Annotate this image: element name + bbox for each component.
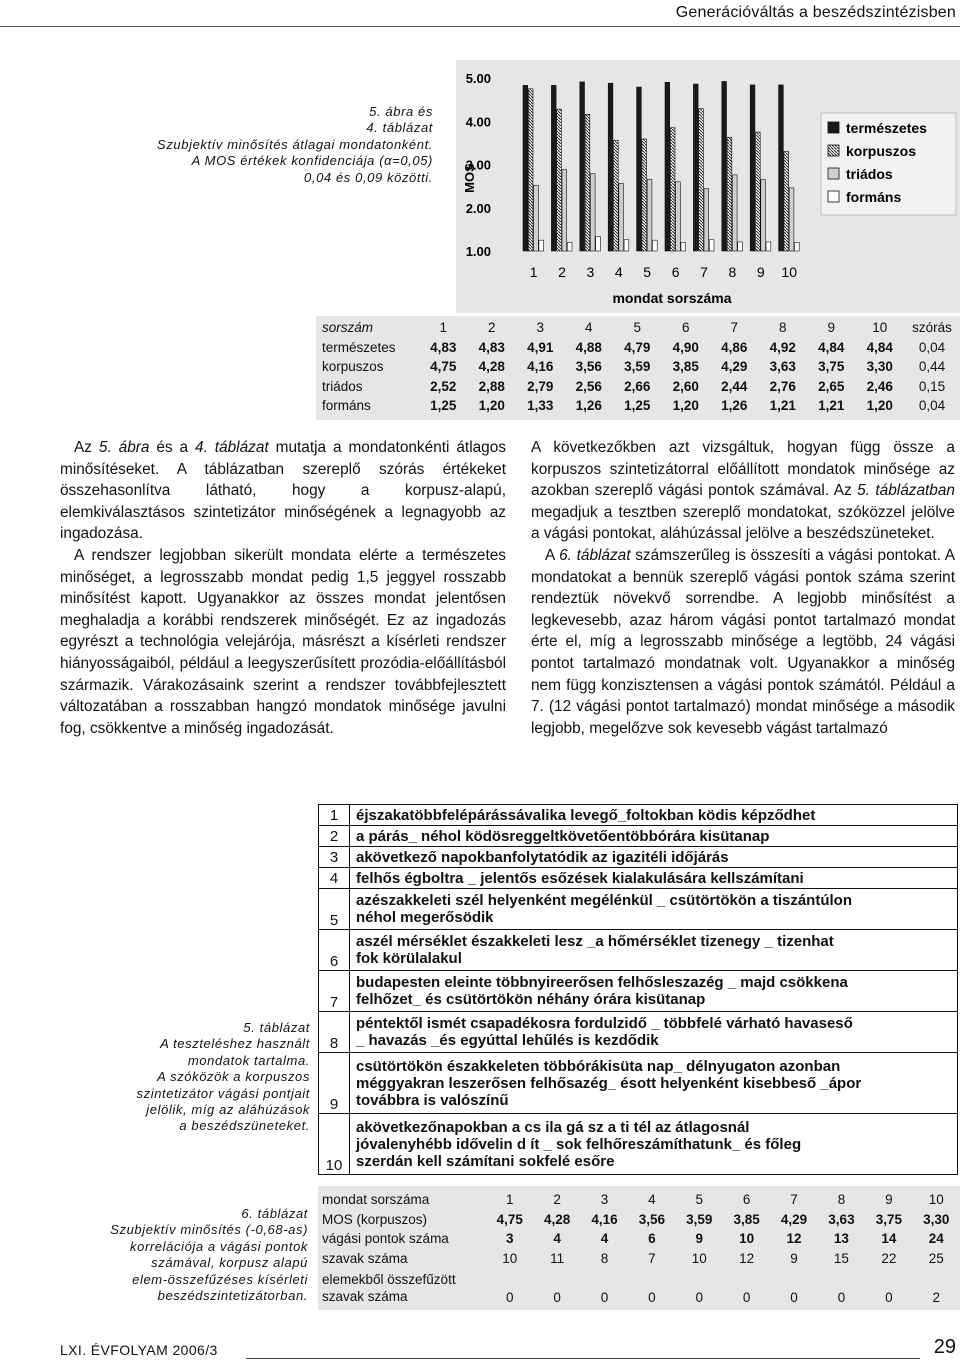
sentence-text	[350, 868, 958, 889]
x-tick-label: 2	[558, 264, 566, 280]
x-tick-label: 10	[781, 264, 797, 280]
table4-cell: 4,84	[818, 339, 845, 355]
bar-formáns-5	[653, 240, 658, 251]
sentence-text	[350, 889, 958, 930]
table4-cell: 3,59	[624, 359, 651, 375]
bar-korpuszos-2	[557, 109, 562, 251]
table6-cell: 4,29	[780, 1211, 808, 1227]
table6-label-line: elemekből összefűzött	[322, 1272, 456, 1287]
legend-label: korpuszos	[846, 143, 917, 159]
bar-korpuszos-7	[699, 109, 704, 251]
right-column	[531, 437, 955, 739]
caption-line: a beszédszüneteket.	[179, 1118, 310, 1134]
caption-line: korrelációja a vágási pontok	[130, 1238, 308, 1254]
table6-cell: 3,63	[828, 1211, 855, 1227]
sentence-text	[350, 1053, 958, 1114]
table4-cell: 1,20	[672, 398, 699, 414]
sentence-line: aszél mérséklet északkeleti lesz _a hőmérséklet tizenegy _ tizenhat	[356, 933, 834, 950]
table-ref: 5. táblázatban	[857, 482, 955, 500]
table6-cell: 6	[648, 1231, 656, 1247]
right-paragraph-1	[531, 437, 955, 545]
bar-triádos-3	[590, 174, 595, 251]
legend-swatch	[828, 145, 839, 156]
bar-természetes-10	[779, 85, 784, 251]
table4-col-header: 10	[872, 320, 888, 336]
table6-cell: 14	[881, 1231, 897, 1247]
table6-cell: 0	[505, 1290, 514, 1305]
caption-line: elem-összefűzéses kísérleti	[132, 1271, 308, 1287]
table5-row	[319, 889, 958, 930]
legend-label: formáns	[846, 189, 902, 205]
bar-formáns-9	[766, 242, 771, 251]
caption-line: A szóközök a korpuszos	[157, 1069, 310, 1085]
caption-line: beszédszintetizátorban.	[157, 1288, 308, 1304]
page-number: 29	[933, 1336, 956, 1358]
table6-cell: 0	[648, 1290, 656, 1305]
caption-line: A teszteléshez használt	[160, 1036, 310, 1052]
table6-cell: 24	[928, 1231, 944, 1247]
bar-korpuszos-3	[585, 114, 590, 251]
left-paragraph-2: A rendszer legjobban sikerült mondata elérte a természetes minőséget, a legrosszabb mondat pedig 1,5 jeggyel rosszabb minősítést kapott. Ugyanakkor az összes mondat jelentősen meghaladja a korábbi rendszerek minőségét. Ez az ingadozás egyrészt a technológia velejárója, másrészt a kísérleti rendszer hiányosságaiból, például a leegyszerűsített prozódia-előállításból származik. Várakozásaink szerint a rendszer továbbfejlesztett változatában a rosszabban hangzó mondatok minősége javulni fog, csökkentve a minőség ingadozását.	[60, 546, 506, 737]
y-tick-label: 3.00	[465, 157, 491, 173]
table4	[316, 318, 960, 416]
table6-row	[318, 1249, 960, 1269]
legend-swatch	[828, 122, 839, 133]
sentence-line: budapesten eleinte többnyireerősen felhősleszazég _ majd csökkena	[356, 974, 848, 991]
table6-label-line: szavak száma	[322, 1289, 408, 1304]
table4-cell: 4,91	[527, 339, 554, 355]
table4-col-header: 5	[633, 320, 641, 336]
table4-cell: 1,21	[818, 398, 845, 414]
table6-panel	[318, 1186, 960, 1310]
sentence-line: fok körülalakul	[356, 950, 462, 967]
x-tick-label: 8	[728, 264, 737, 280]
sentence-line: néhol megerősödik	[356, 909, 494, 926]
sentence-line: a párás_ néhol ködösreggeltkövetőentöbbórára kisütanap	[356, 827, 770, 845]
bar-természetes-1	[523, 85, 528, 251]
bar-triádos-6	[676, 182, 681, 251]
table4-cell: 4,83	[478, 339, 505, 355]
chart-legend	[821, 113, 956, 215]
table6-cell: 9	[790, 1250, 798, 1266]
table4-cell: 4,28	[478, 359, 505, 375]
text-run: mutatja a mondatonkénti átlagos minősítéseket. A táblázatban szereplő szórás értékeket összehasonlítva látható, hogy a korpusz-alapú, elemkiválasztásos szintetizátor minőségének a legnagyobb az ingadozása.	[60, 439, 506, 543]
table6-cell: 10	[691, 1250, 707, 1266]
sentence-line: azészakkeleti szél helyenként megélénkül _ csütörtökön a tiszántúlon	[356, 892, 852, 909]
sentence-number: 3	[319, 847, 350, 868]
table4-cell: 2,76	[769, 378, 796, 394]
header-rule	[0, 26, 960, 27]
bar-formáns-1	[539, 240, 544, 251]
sentence-line: akövetkező napokbanfolytatódik az igazitéli időjárás	[356, 848, 729, 866]
table4-cell: 1,33	[527, 398, 554, 414]
table6-cell: 13	[833, 1231, 849, 1247]
table6-cell: 7	[648, 1250, 656, 1266]
table6-cell: 15	[833, 1250, 849, 1266]
bar-korpuszos-5	[642, 139, 647, 251]
caption-line: számával, korpusz alapú	[151, 1255, 308, 1271]
table5-row	[319, 930, 958, 971]
table6-cell: 4	[553, 1231, 561, 1247]
sentence-text	[350, 971, 958, 1012]
x-axis-label: mondat sorszáma	[612, 290, 732, 306]
bar-természetes-3	[580, 82, 585, 251]
x-tick-label: 5	[643, 264, 652, 280]
table4-cell: 1,21	[769, 398, 796, 414]
bar-természetes-8	[722, 81, 727, 251]
table6-cell: 7	[790, 1192, 798, 1208]
table6-row-label: MOS (korpuszos)	[322, 1211, 428, 1227]
table6-cell: 4,16	[591, 1211, 618, 1227]
table6-cell: 3,75	[875, 1211, 902, 1227]
table6-cell: 0	[837, 1290, 846, 1305]
table6-row-label: vágási pontok száma	[322, 1231, 449, 1247]
text-run: számszerűleg is összesíti a vágási pontokat. A mondatokat a bennük szereplő vágási pontok száma szerint rendeztük növekvő sorrendbe. A legjobb minősítést a legkevesebb, azaz három vágási pontot tartalmazó mondat érte el, míg a legrosszabb minősége a legtöbb, 24 vágási pontot tartalmazó mondatnak volt. Ugyanakkor a minőség nem függ konzisztensen a vágási pontok számától. Például a 7. (12 vágási pontot tartalmazó) mondat minősége a második legjobb, megelőzve sok kevesebb vágást tartalmazó	[531, 546, 955, 737]
table5-row	[319, 1012, 958, 1053]
table4-cell: 3,85	[672, 359, 699, 375]
table4-cell: 4,84	[866, 339, 893, 355]
table5-row	[319, 1114, 958, 1175]
table4-cell: 3,63	[769, 359, 796, 375]
bar-formáns-6	[681, 242, 686, 251]
sentence-line: szerdán kell számítani sokfelé esőre	[356, 1152, 615, 1170]
table4-cell: 4,16	[527, 359, 554, 375]
table4-cell: 1,26	[575, 398, 602, 414]
table4-cell: 2,60	[672, 378, 699, 394]
table5-row	[319, 868, 958, 889]
x-axis-ticks	[530, 264, 797, 280]
table4-cell: 4,75	[430, 359, 457, 375]
figure-ref: 5. ábra	[98, 439, 150, 456]
table5-caption	[137, 1020, 310, 1135]
table5	[318, 804, 958, 1175]
table4-header-row	[316, 318, 960, 338]
table4-cell: 2,65	[818, 378, 845, 394]
x-tick-label: 9	[756, 264, 765, 280]
legend-label: természetes	[846, 120, 927, 136]
table6-row-label: mondat sorszáma	[322, 1192, 430, 1208]
table4-cell: 2,79	[527, 378, 554, 394]
table4-sd-cell: 0,15	[918, 378, 946, 394]
table6-caption	[110, 1206, 308, 1304]
y-tick-label: 2.00	[465, 200, 491, 216]
caption-line: 5. ábra és	[369, 104, 433, 119]
journal-volume: LXI. ÉVFOLYAM 2006/3	[60, 1342, 218, 1358]
x-tick-label: 3	[586, 264, 595, 280]
table5-row	[319, 971, 958, 1012]
table5-row	[319, 1053, 958, 1114]
sentence-text	[350, 847, 958, 868]
sentence-line: felhőzet_ és csütörtökön néhány órára kisütanap	[356, 991, 706, 1008]
left-paragraph-1	[60, 437, 506, 545]
table6-cell: 4	[648, 1192, 656, 1208]
text-run: A	[545, 546, 560, 564]
table6-cell: 2	[553, 1192, 561, 1208]
bar-triádos-8	[732, 175, 737, 251]
table4-cell: 2,56	[575, 378, 602, 394]
caption-line: mondatok tartalma.	[187, 1052, 310, 1068]
bar-természetes-7	[693, 84, 698, 251]
table6-cell: 0	[600, 1290, 609, 1305]
bar-formáns-4	[624, 240, 629, 251]
table4-cell: 1,20	[866, 398, 893, 414]
y-axis-ticks	[466, 71, 491, 259]
table4-row-label: triádos	[322, 378, 363, 394]
table4-cell: 4,90	[672, 339, 699, 355]
table6-cell: 9	[885, 1192, 893, 1208]
sentence-number: 10	[319, 1114, 350, 1175]
table6-cell: 2	[932, 1290, 941, 1305]
table4-col-header: 4	[584, 320, 593, 336]
sentence-line: felhős égboltra _ jelentős esőzések kialakulására kellszámítani	[356, 869, 804, 887]
bar-triádos-5	[647, 179, 652, 251]
table6-cell: 3	[505, 1231, 514, 1247]
table4-cell: 1,25	[430, 398, 457, 414]
table4-col-header: 6	[681, 320, 690, 336]
sentence-number: 9	[319, 1053, 350, 1114]
bar-természetes-4	[608, 83, 613, 251]
caption-line: Szubjektív minősítés átlagai mondatonként.	[157, 136, 433, 152]
table4-cell: 2,88	[478, 378, 505, 394]
bar-triádos-7	[704, 189, 709, 251]
bar-korpuszos-8	[727, 137, 732, 251]
bar-triádos-2	[562, 170, 567, 251]
bar-korpuszos-4	[614, 140, 619, 251]
bar-korpuszos-9	[756, 132, 761, 251]
sentence-text	[350, 826, 958, 847]
table6-row-label: szavak száma	[322, 1250, 408, 1266]
table6-cell: 10	[739, 1231, 755, 1247]
table5-row	[319, 805, 958, 826]
table4-cell: 4,86	[721, 339, 748, 355]
table4-col-header: 3	[536, 320, 544, 336]
table4-cell: 1,25	[624, 398, 651, 414]
table-ref: 6. táblázat	[559, 546, 631, 564]
table6-cell: 6	[742, 1192, 751, 1208]
table4-sd-cell: 0,04	[918, 339, 946, 355]
table4-row-label: formáns	[322, 398, 371, 414]
running-header: Generációváltás a beszédszintézisben	[675, 4, 956, 21]
table-ref: 4. táblázat	[195, 439, 269, 456]
table6-cell: 0	[790, 1290, 798, 1305]
chart-bars	[523, 81, 799, 251]
sentence-number: 4	[319, 868, 350, 889]
bar-korpuszos-6	[670, 128, 675, 251]
table4-cell: 4,83	[430, 339, 457, 355]
sentence-number: 1	[319, 805, 350, 826]
table4-cell: 3,75	[818, 359, 845, 375]
caption-line: A MOS értékek konfidenciája (α=0,05)	[191, 153, 433, 169]
table4-cell: 4,29	[721, 359, 748, 375]
bar-természetes-2	[551, 85, 556, 251]
table6-cell: 4,28	[543, 1211, 571, 1227]
sentence-line: csütörtökön északkeleten többórákisüta nap_ délnyugaton azonban	[356, 1057, 841, 1075]
table4-cell: 1,26	[721, 398, 748, 414]
table4-cell: 3,56	[575, 359, 602, 375]
x-tick-label: 1	[529, 264, 538, 280]
legend-swatch	[828, 168, 839, 179]
table6-cell: 10	[502, 1250, 518, 1266]
x-tick-label: 6	[671, 264, 680, 280]
sentence-line: továbbra is valószínű	[356, 1091, 509, 1109]
table6-cell: 3,30	[923, 1211, 950, 1227]
table6-cell: 10	[928, 1192, 944, 1208]
table6-cell: 12	[786, 1231, 802, 1247]
table4-panel	[316, 316, 960, 420]
table4-col-header: 7	[730, 320, 738, 336]
table4-cell: 2,52	[430, 378, 457, 394]
bar-természetes-5	[637, 87, 642, 251]
table6-cell: 5	[695, 1192, 704, 1208]
table6-cell: 1	[505, 1192, 514, 1208]
table4-col-header: 1	[439, 320, 447, 336]
table4-header-label: sorszám	[322, 320, 374, 336]
table6-row	[318, 1210, 960, 1230]
table4-cell: 4,79	[624, 339, 651, 355]
table6-cell: 9	[695, 1231, 704, 1247]
bar-formáns-2	[567, 242, 572, 251]
y-tick-label: 4.00	[465, 114, 491, 130]
y-axis-label: MOS	[462, 163, 477, 193]
bar-természetes-9	[750, 85, 755, 251]
table4-col-header: 2	[487, 320, 496, 336]
table6-cell: 4,75	[496, 1211, 523, 1227]
table4-row	[316, 338, 960, 358]
sentence-number: 6	[319, 930, 350, 971]
text-run: A következőkben azt vizsgáltuk, hogyan függ össze a korpuszos szintetizátorral előállított mondatok minősége az azokban szereplő vágási pontok számával. Az	[531, 439, 955, 500]
table4-cell: 3,30	[866, 359, 893, 375]
y-tick-label: 5.00	[465, 71, 491, 86]
bar-triádos-9	[761, 180, 766, 251]
table6	[318, 1190, 960, 1305]
sentence-line: _ havazás _és egyúttal lehűlés is kezdődik	[356, 1032, 659, 1049]
sentence-number: 5	[319, 889, 350, 930]
bar-korpuszos-1	[528, 89, 533, 251]
table6-cell: 8	[600, 1250, 609, 1266]
x-tick-label: 7	[700, 264, 708, 280]
table6-row	[318, 1229, 960, 1249]
table4-row	[316, 396, 960, 416]
bar-formáns-10	[795, 242, 800, 251]
table6-cell: 3	[600, 1192, 609, 1208]
table6-cell: 12	[739, 1250, 755, 1266]
table4-row	[316, 377, 960, 397]
table6-cell: 3,59	[686, 1211, 713, 1227]
sentence-text	[350, 930, 958, 971]
sentence-text	[350, 805, 958, 826]
table6-cell: 0	[553, 1290, 561, 1305]
left-column	[60, 437, 506, 739]
sentence-text	[350, 1114, 958, 1175]
text-run: és a	[149, 439, 196, 456]
table6-cell: 0	[742, 1290, 751, 1305]
table4-cell: 2,46	[866, 378, 893, 394]
table4-cell: 4,88	[575, 339, 602, 355]
caption-line: 0,04 és 0,09 közötti.	[304, 169, 433, 185]
table5-row	[319, 847, 958, 868]
table6-row-label	[318, 1268, 486, 1305]
sentence-text	[350, 1012, 958, 1053]
text-run: Az	[74, 439, 99, 456]
table6-cell: 4	[600, 1231, 609, 1247]
bar-formáns-3	[596, 237, 601, 251]
table4-cell: 4,92	[769, 339, 796, 355]
caption-line: jelölik, míg az aláhúzások	[146, 1102, 310, 1118]
table6-cell: 22	[881, 1250, 897, 1266]
table4-sd-cell: 0,04	[918, 398, 946, 414]
bar-formáns-8	[738, 242, 743, 251]
caption-line: 5. táblázat	[243, 1020, 310, 1035]
table4-sd-header: szórás	[912, 320, 952, 336]
bar-triádos-10	[789, 188, 794, 251]
sentence-number: 2	[319, 826, 350, 847]
text-run: megadjuk a tesztben szereplő mondatokat, szóközzel jelölve a vágási pontokat, aláhúzással jelölve a beszédszüneteket.	[531, 503, 955, 543]
sentence-number: 7	[319, 971, 350, 1012]
right-paragraph-2	[531, 545, 955, 739]
x-tick-label: 4	[614, 264, 623, 280]
table4-cell: 2,44	[721, 378, 748, 394]
table4-cell: 2,66	[624, 378, 651, 394]
bar-korpuszos-10	[784, 152, 789, 251]
table6-cell: 0	[695, 1290, 704, 1305]
bar-triádos-1	[534, 185, 539, 251]
footer-rule	[246, 1358, 920, 1359]
table4-cell: 1,20	[478, 398, 505, 414]
legend-swatch	[828, 191, 839, 202]
sentence-number: 8	[319, 1012, 350, 1053]
table4-col-header: 9	[827, 320, 835, 336]
table5-row	[319, 826, 958, 847]
bar-természetes-6	[665, 82, 670, 251]
bar-formáns-7	[709, 240, 714, 251]
table6-cell: 25	[928, 1250, 944, 1266]
table4-row	[316, 357, 960, 377]
table6-row	[318, 1268, 960, 1305]
sentence-line: péntektől ismét csapadékosra fordulzidő _ többfelé várható havaseső	[356, 1015, 853, 1032]
caption-line: szintetizátor vágási pontjait	[136, 1085, 310, 1101]
table4-col-header: 8	[778, 320, 787, 336]
caption-line: Szubjektív minősítés (-0,68-as)	[110, 1222, 308, 1238]
mos-chart-panel	[456, 60, 960, 313]
table4-row-label: természetes	[322, 339, 396, 355]
table5-panel	[318, 804, 958, 1175]
caption-line: 4. táblázat	[366, 120, 433, 136]
sentence-line: jóvalenyhébb idővelin d ít _ sok felhőreszámíthatunk_ és főleg	[356, 1135, 802, 1153]
figure5-caption	[157, 104, 433, 186]
sentence-line: éjszakatöbbfelépárássávalika levegő_foltokban ködis képződhet	[356, 806, 816, 824]
table4-sd-cell: 0,44	[918, 359, 946, 375]
caption-line: 6. táblázat	[241, 1206, 308, 1221]
table6-row	[318, 1190, 960, 1210]
table6-cell: 0	[885, 1290, 893, 1305]
sentence-line: méggyakran leszerősen felhősazég_ ésott helyenként kisebbeső _ápor	[356, 1074, 862, 1092]
mos-bar-chart	[456, 60, 960, 313]
table6-cell: 3,85	[733, 1211, 760, 1227]
legend-label: triádos	[846, 166, 893, 182]
bar-triádos-4	[619, 184, 624, 251]
table6-cell: 11	[550, 1250, 565, 1266]
sentence-line: akövetkezőnapokban a cs ila gá sz a ti tél az átlagosnál	[356, 1118, 750, 1136]
table6-cell: 8	[837, 1192, 846, 1208]
y-tick-label: 1.00	[465, 244, 491, 259]
table4-row-label: korpuszos	[322, 359, 384, 375]
table6-cell: 3,56	[638, 1211, 666, 1227]
